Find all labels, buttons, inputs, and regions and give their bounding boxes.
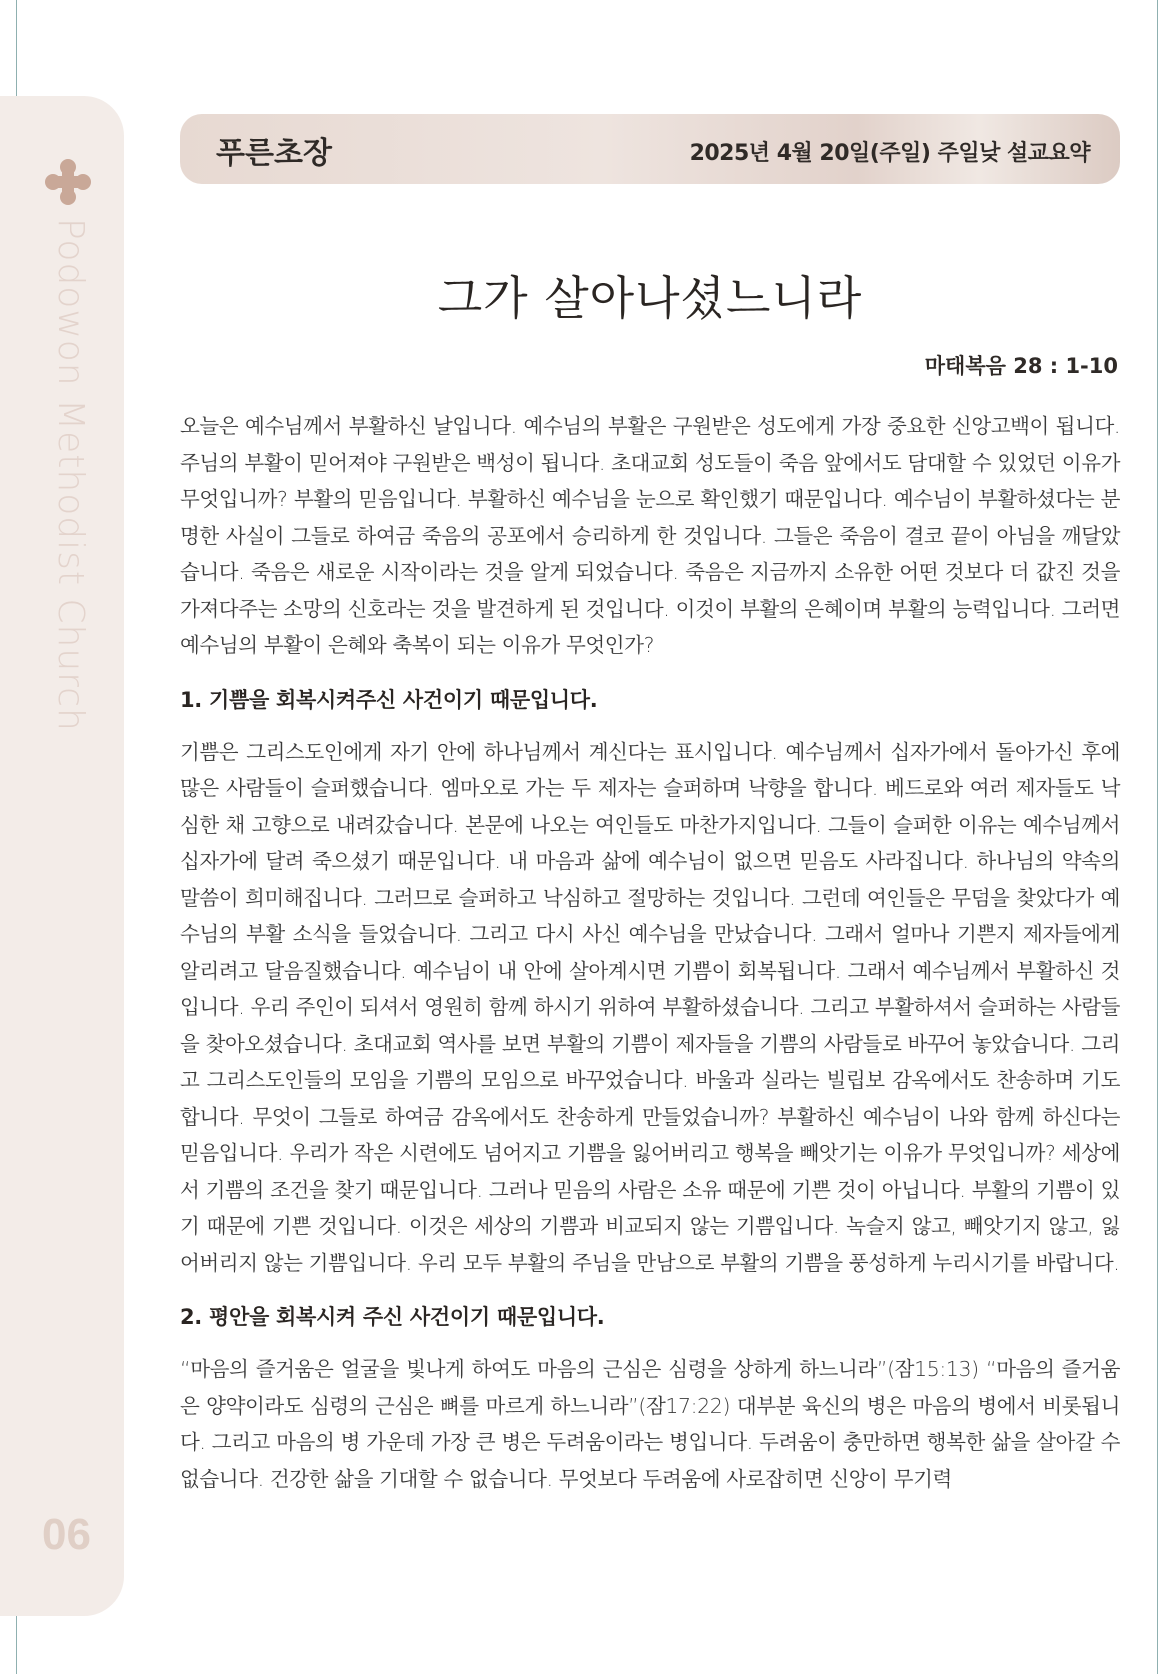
church-name-vertical: Podowon Methodist Church [50, 218, 91, 732]
section-title: 푸른초장 [216, 136, 332, 171]
scripture-reference: 마태복음 28 : 1-10 [924, 354, 1118, 378]
sermon-body [180, 408, 1120, 1497]
point-1-paragraph: 기쁨은 그리스도인에게 자기 안에 하나님께서 계신다는 표시입니다. 예수님께서 십자가에서 돌아가신 후에 많은 사람들이 슬퍼했습니다. 엠마오로 가는 두 제자는 슬퍼하며 낙향을 합니다. 베드로와 여러 제자들도 낙심한 채 고향으로 내려갔습니다. 본문에 나오는 여인들도 마찬가지입니다. 그들이 슬퍼한 이유는 예수님께서 십자가에 달려 죽으셨기 때문입니다. 내 마음과 삶에 예수님이 없으면 믿음도 사라집니다. 하나님의 약속의 말씀이 희미해집니다. 그러므로 슬퍼하고 낙심하고 절망하는 것입니다. 그런데 여인들은 무덤을 찾았다가 예수님의 부활 소식을 들었습니다. 그리고 다시 사신 예수님을 만났습니다. 그래서 얼마나 기쁜지 제자들에게 알리려고 달음질했습니다. 예수님이 내 안에 살아계시면 기쁨이 회복됩니다. 그래서 예수님께서 부활하신 것입니다. 우리 주인이 되셔서 영원히 함께 하시기 위하여 부활하셨습니다. 그리고 부활하셔서 슬퍼하는 사람들을 찾아오셨습니다. 초대교회 역사를 보면 부활의 기쁨이 제자들을 기쁨의 사람들로 바꾸어 놓았습니다. 그리고 그리스도인들의 모임을 기쁨의 모임으로 바꾸었습니다. 바울과 실라는 빌립보 감옥에서도 찬송하며 기도합니다. 무엇이 그들로 하여금 감옥에서도 찬송하게 만들었습니까? 부활하신 예수님이 나와 함께 하신다는 믿음입니다. 우리가 작은 시련에도 넘어지고 기쁨을 잃어버리고 행복을 빼앗기는 이유가 무엇입니까? 세상에서 기쁨의 조건을 찾기 때문입니다. 그러나 믿음의 사람은 소유 때문에 기쁜 것이 아닙니다. 부활의 기쁨이 있기 때문에 기쁜 것입니다. 이것은 세상의 기쁨과 비교되지 않는 기쁨입니다. 녹슬지 않고, 빼앗기지 않고, 잃어버리지 않는 기쁨입니다. 우리 모두 부활의 주님을 만남으로 부활의 기쁨을 풍성하게 누리시기를 바랍니다. [180, 739, 1120, 1275]
quatrefoil-cross-icon [44, 158, 92, 206]
header-band [180, 114, 1120, 184]
page-number: 06 [42, 1510, 91, 1559]
intro-paragraph: 오늘은 예수님께서 부활하신 날입니다. 예수님의 부활은 구원받은 성도에게 가장 중요한 신앙고백이 됩니다. 주님의 부활이 믿어져야 구원받은 백성이 됩니다. 초대교회 성도들이 죽음 앞에서도 담대할 수 있었던 이유가 무엇입니까? 부활의 믿음입니다. 부활하신 예수님을 눈으로 확인했기 때문입니다. 예수님이 부활하셨다는 분명한 사실이 그들로 하여금 죽음의 공포에서 승리하게 한 것입니다. 그들은 죽음이 결코 끝이 아님을 깨달았습니다. 죽음은 새로운 시작이라는 것을 알게 되었습니다. 죽음은 지금까지 소유한 어떤 것보다 더 값진 것을 가져다주는 소망의 신호라는 것을 발견하게 된 것입니다. 이것이 부활의 은혜이며 부활의 능력입니다. 그러면 예수님의 부활이 은혜와 축복이 되는 이유가 무엇인가? [180, 414, 1120, 657]
point-1-heading: 1. 기쁨을 회복시켜주신 사건이기 때문입니다. [180, 687, 598, 712]
point-2-paragraph: “마음의 즐거움은 얼굴을 빛나게 하여도 마음의 근심은 심령을 상하게 하느니라”(잠15:13) “마음의 즐거움은 양약이라도 심령의 근심은 뼈를 마르게 하느니라”(잠17:22) 대부분 육신의 병은 마음의 병에서 비롯됩니다. 그리고 마음의 병 가운데 가장 큰 병은 두려움이라는 병입니다. 두려움이 충만하면 행복한 삶을 살아갈 수 없습니다. 건강한 삶을 기대할 수 없습니다. 무엇보다 두려움에 사로잡히면 신앙이 무기력 [180, 1357, 1120, 1491]
sermon-title: 그가 살아나셨느니라 [437, 271, 863, 325]
point-2-heading: 2. 평안을 회복시켜 주신 사건이기 때문입니다. [180, 1305, 605, 1329]
date-label: 2025년 4월 20일(주일) 주일낮 설교요약 [689, 141, 1090, 166]
